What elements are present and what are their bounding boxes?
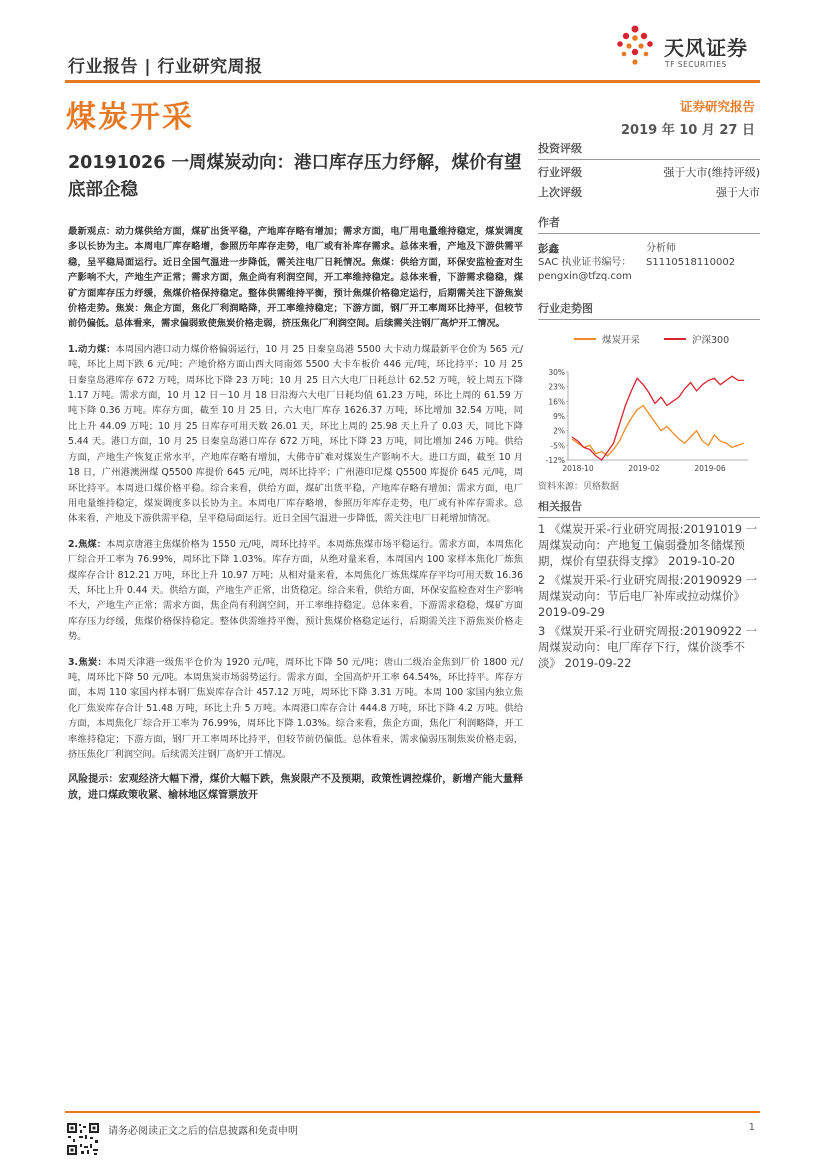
y-tick-label: 16% (548, 397, 565, 407)
company-logo (610, 20, 760, 78)
y-tick-label: -5% (550, 441, 565, 451)
author-name: 彭鑫 (538, 243, 559, 255)
related-item[interactable] (538, 521, 760, 569)
summary-text: 动力煤供给方面，煤矿出货平稳，产地库存略有增加；需求方面，电厂用电量维持稳定，煤炭调度多以长协为主。本周电厂库存略增，参照历年库存走势，电厂或有补库存需求。总体来看，产地及下游供需平稳，呈平稳局面运行。近日全国气温进一步降低，需关注电厂日耗情况。焦煤：供给方面，环保安监检查对生产影响不大，产地生产正常；需求方面，焦企尚有利润空间，开工率维持稳定。总体来看，下游需求稳稳，煤矿方面库存压力纾缓，焦煤价格保持稳定。整体供需维持平衡，预计焦煤价格稳定运行，后期需关注下游焦炭价格走势。焦炭：焦企方面，焦化厂利润略降，开工率维持稳定；下游方面，钢厂开工率周环比持平，但较节前仍偏低。总体看来，需求偏弱致使焦炭价格走弱，挤压焦化厂利润空间。后续需关注钢厂高炉开工情况。 (68, 226, 523, 330)
legend-swatch-coal (574, 338, 596, 340)
x-tick-label: 2018-10 (562, 464, 594, 473)
related-heading: 相关报告 (538, 498, 760, 518)
chart-container (538, 320, 760, 475)
author-email: pengxin@tfzq.com (538, 271, 632, 282)
cert-number: S1110518110002 (646, 257, 736, 268)
previous-rating-label: 上次评级 (538, 186, 582, 199)
summary-paragraph (68, 224, 523, 332)
report-date: 2019 年 10 月 27 日 (621, 123, 755, 138)
coke-label: 3.焦炭： (68, 656, 108, 668)
previous-rating-value: 强于大市 (716, 186, 760, 199)
author-section (538, 214, 760, 284)
coke-text: 本周天津港一级焦平仓价为 1920 元/吨，周环比下降 50 元/吨；唐山二级冶金焦到厂价 1800 元/吨，周环比下降 50 元/吨。本周焦炭市场弱势运行。需求方面，全国高炉开工率 64.54%，环比持平。库存方面，本周 110 家国内样本钢厂焦炭库存合计 457.12 万吨，周环比下降 3.31 万吨。本周 100 家国内独立焦化厂焦炭库存合计 51.48 万吨，环比上升 5 万吨。本周港口库存合计 444.8 万吨，环比下降 4.2 万吨。供给方面，本周焦化厂综合开工率为 76.99%，周环比下降 1.03%。综合来看，焦企方面，焦化厂利润略降，开工率维持稳定；下游方面，钢厂开工率周环比持平，但较节前仍偏低。总体看来，需求偏弱压制焦炭价格走弱，挤压焦化厂利润空间。后续需关注钢厂高炉开工情况。 (68, 656, 523, 760)
chart-heading: 行业走势图 (538, 300, 760, 320)
related-item-title[interactable]: 2 《煤炭开采-行业研究周报:20190929 一周煤炭动向：节后电厂补库或拉动煤价》 (538, 573, 758, 603)
rating-section (538, 140, 760, 200)
summary-label: 最新观点： (68, 226, 116, 237)
industry-rating-value: 强于大市(维持评级) (663, 166, 760, 179)
coking-coal-text: 本周京唐港主焦煤价格为 1550 元/吨，周环比持平。本周炼焦煤市场平稳运行。需求方面，本周焦化厂综合开工率为 76.99%，周环比下降 1.03%。库存方面，从绝对量来看，本周国内 100 家样本焦化厂炼焦煤库存合计 812.21 万吨，环比上升 10.97 万吨；从相对量来看，本周焦化厂炼焦煤库存平均可用天数 16.36 天，环比上升 0.44 天。供给方面，产地生产正常，出货稳定。综合来看，供给方面，环保安监检查对生产影响不大，产地生产正常；需求方面，焦企尚有利润空间，开工率维持稳定。总体来看，下游需求稳稳，煤矿方面库存压力纾缓，焦煤价格保持稳定。整体供需维持平衡，预计焦煤价格稳定运行，后期需关注下游焦炭价格走势。 (68, 538, 523, 643)
legend-item-coal (574, 332, 640, 346)
cert-label: SAC 执业证书编号： (538, 257, 632, 268)
y-tick-label: -12% (545, 456, 565, 465)
legend-label-coal: 煤炭开采 (602, 335, 641, 346)
chart-source: 资料来源：贝格数据 (538, 482, 620, 492)
thermal-coal-text: 本周国内港口动力煤价格偏弱运行，10 月 25 日秦皇岛港 5500 大卡动力煤最新平仓价为 565 元/吨，环比上周下跌 6 元/吨；产地价格方面山西大同南郊 5500 大卡车板价 446 元/吨，环比持平；10 月 25 日秦皇岛港库存 672 万吨，周环比下降 23 万吨；10 月 25 日六大电厂日耗总计 62.52 万吨，较上周五下降 1.17 万吨。需求方面，10 月 12 日－10 月 18 日沿海六大电厂日耗均值 61.23 万吨，环比上周的 61.59 万吨下降 0.36 万吨。库存方面，截至 10 月 25 日，六大电厂库存 1626.37 万吨，环比增加 32.54 万吨，同比上升 44.09 万吨；10 月 25 日库存可用天数 26.01 天，环比上周的 25.98 天上升了 0.03 天，同比下降 5.44 天。港口方面，10 月 25 日秦皇岛港口库存 672 万吨，环比下降 23 万吨，同比增加 246 万吨。供给方面，产地生产恢复正常水平，产地库存略有增加，大佛寺矿难对煤炭生产影响不大。进口方面，截至 10 月 18 日，广州港澳洲煤 Q5500 库提价 645 元/吨，周环比持平；广州港印尼煤 Q5500 库提价 645 元/吨，周环比持平。本周进口煤价格平稳。综合来看，供给方面，煤矿出货平稳，产地库存略有增加；需求方面，电厂用电量维持稳定，煤炭调度多以长协为主。本周电厂库存略增，参照历年库存走势，电厂或有补库存需求。总体来看，产地及下游供需平稳，呈平稳局面运行。近日全国气温进一步降低，需关注电厂日耗增加情况。 (68, 343, 523, 525)
risk-text: 宏观经济大幅下滑，煤价大幅下跌，焦炭限产不及预期，政策性调控煤价，新增产能大量释放，进口煤政策收紧、榆林地区煤管票放开 (68, 774, 524, 802)
page-number: 1 (748, 1122, 755, 1133)
chart-axes (568, 372, 748, 460)
related-item[interactable] (538, 572, 760, 620)
related-section (538, 498, 760, 671)
related-item-date: 2019-09-29 (538, 605, 605, 619)
related-item[interactable] (538, 623, 760, 671)
thermal-coal-paragraph (68, 342, 523, 527)
legend-item-hs300 (664, 332, 729, 346)
legend-label-hs300: 沪深300 (692, 335, 730, 346)
disclaimer-notice: 请务必阅读正文之后的信息披露和免责申明 (108, 1126, 298, 1137)
header-divider (65, 80, 760, 83)
chart-section (538, 300, 760, 492)
coking-coal-label: 2.焦煤： (68, 538, 107, 550)
brand-name: 天风证券 (664, 36, 748, 60)
author-heading: 作者 (538, 214, 760, 234)
report-title: 20191026 一周煤炭动向：港口库存压力纾解，煤价有望底部企稳 (68, 153, 522, 200)
brand-name-en: TF SECURITIES (665, 60, 727, 69)
email-row (538, 270, 760, 284)
author-name-row (538, 242, 760, 256)
main-content (68, 224, 523, 814)
document-type: 行业报告 | 行业研究周报 (68, 57, 263, 77)
logo-icon (610, 24, 660, 74)
y-tick-label: 30% (548, 368, 565, 377)
cert-row (538, 256, 760, 270)
y-tick-label: 2% (553, 426, 565, 436)
trend-chart (538, 360, 760, 490)
coking-coal-paragraph (68, 537, 523, 645)
related-item-title[interactable]: 3 《煤炭开采-行业研究周报:20190922 一周煤炭动向：电厂库存下行，煤价淡季不淡》 (538, 624, 758, 670)
footer-divider (65, 1111, 760, 1113)
y-tick-label: 23% (548, 382, 565, 392)
risk-paragraph (68, 772, 523, 804)
x-tick-label: 2019-02 (628, 464, 660, 473)
author-title: 分析师 (646, 243, 676, 254)
related-list (538, 521, 760, 671)
x-tick-label: 2019-06 (694, 464, 726, 473)
y-tick-label: 9% (553, 412, 565, 421)
report-type: 证券研究报告 (679, 99, 755, 114)
related-item-title[interactable]: 1 《煤炭开采-行业研究周报:20191019 一周煤炭动向：产地复工偏弱叠加冬储煤预期，煤价有望获得支撑》 (538, 522, 758, 568)
qr-code-icon (66, 1122, 100, 1156)
series-line-coal (572, 406, 744, 456)
coke-paragraph (68, 655, 523, 763)
thermal-coal-label: 1.动力煤： (68, 343, 116, 355)
related-item-date: 2019-09-22 (564, 656, 632, 670)
series-line-hs300 (572, 376, 744, 460)
industry-rating-label: 行业评级 (538, 166, 582, 179)
related-item-date: 2019-10-20 (668, 554, 735, 568)
industry-rating-row (538, 164, 760, 180)
legend-swatch-hs300 (664, 338, 686, 340)
previous-rating-row (538, 184, 760, 200)
sector-title: 煤炭开采 (66, 100, 194, 135)
rating-heading: 投资评级 (538, 140, 760, 160)
risk-label: 风险提示： (68, 774, 119, 786)
